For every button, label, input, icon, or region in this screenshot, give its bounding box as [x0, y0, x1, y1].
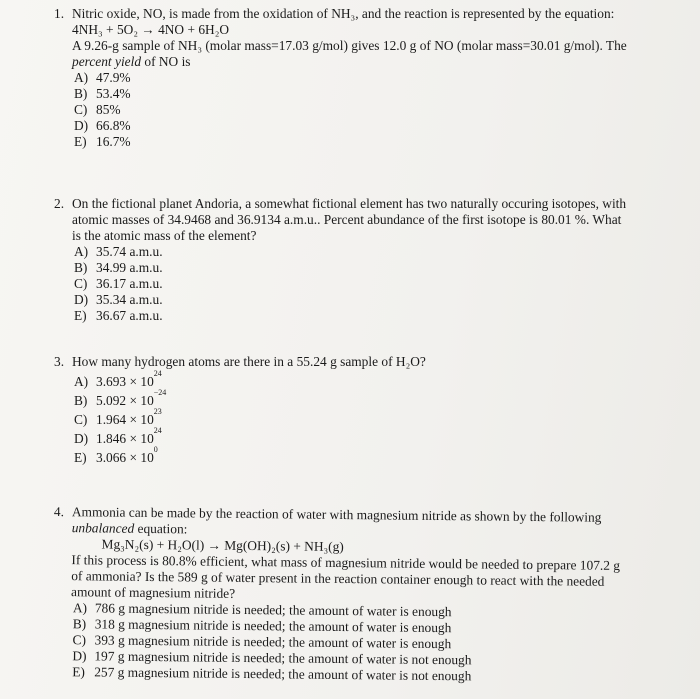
option-exponent: 0 [153, 445, 158, 454]
option-text: 197 g magnesium nitride is needed; the amount of water is not enough [94, 648, 472, 668]
question-text: On the fictional planet Andoria, a somewhat fictional element has two naturally occuring isotopes, with [72, 196, 627, 211]
question-3-options [54, 369, 664, 466]
line-text: of NO is [141, 54, 191, 69]
option-e[interactable] [74, 134, 664, 150]
question-2 [54, 196, 664, 324]
option-letter: C) [74, 102, 88, 117]
question-2-options [54, 244, 664, 324]
option-letter: A) [74, 374, 89, 389]
option-letter: D) [72, 648, 87, 664]
option-b[interactable] [74, 388, 664, 409]
question-number: 3. [54, 354, 65, 369]
option-letter: C) [72, 632, 87, 648]
option-text: 257 g magnesium nitride is needed; the amount of water is not enough [94, 664, 472, 684]
option-letter: C) [74, 276, 88, 291]
option-letter: E) [74, 450, 87, 465]
option-d[interactable] [74, 118, 664, 134]
option-exponent: 24 [153, 369, 162, 378]
question-3-stem [54, 354, 664, 370]
question-4-line-5: amount of magnesium nitride? [71, 584, 236, 601]
question-4-line-4: of ammonia? Is the 589 g of water present in the reaction container enough to react with the needed [71, 568, 605, 589]
option-a[interactable] [74, 244, 664, 260]
question-1-line-3: A 9.26-g sample of NH₃ (molar mass=17.03 g/mol) gives 12.0 g of NO (molar mass=30.01 g/mol). The [72, 38, 627, 53]
option-mantissa: 1.846 × 10 [96, 431, 154, 446]
option-b[interactable] [74, 86, 664, 102]
question-2-stem [54, 196, 664, 212]
option-text: 47.9% [96, 70, 131, 85]
question-text: Nitric oxide, NO, is made from the oxidation of NH₃, and the reaction is represented by the equation: [72, 6, 615, 21]
option-letter: B) [74, 86, 88, 101]
option-text: 53.4% [96, 86, 131, 101]
option-mantissa: 3.693 × 10 [96, 374, 154, 389]
option-letter: B) [74, 393, 88, 408]
option-c[interactable] [74, 102, 664, 118]
option-letter: A) [72, 600, 88, 616]
option-exponent: 23 [153, 407, 162, 416]
question-2-line-3: is the atomic mass of the element? [72, 228, 257, 243]
question-number: 1. [54, 6, 65, 21]
option-letter: B) [72, 616, 87, 632]
option-letter: B) [74, 260, 88, 275]
option-c[interactable] [74, 276, 664, 292]
option-text: 36.67 a.m.u. [96, 308, 163, 323]
question-number: 2. [54, 196, 65, 211]
question-1 [54, 6, 664, 150]
question-text: How many hydrogen atoms are there in a 55.24 g sample of H₂O? [72, 354, 426, 369]
question-1-line-4 [54, 54, 664, 70]
option-letter: D) [74, 431, 89, 446]
line-text: equation: [134, 520, 188, 537]
question-4-equation: Mg₃N₂(s) + H₂O(l) → Mg(OH)₂(s) + NH₃(g) [101, 536, 344, 555]
option-exponent: 24 [153, 426, 162, 435]
option-d[interactable] [74, 426, 664, 447]
option-d[interactable] [74, 292, 664, 308]
question-3 [54, 354, 664, 466]
option-e[interactable] [74, 445, 664, 466]
question-1-options [54, 70, 664, 150]
question-number: 4. [53, 504, 65, 520]
question-2-line-2: atomic masses of 34.9468 and 36.9134 a.m.u.. Percent abundance of the first isotope is 80.01 %. What [72, 212, 622, 227]
option-letter: E) [74, 308, 87, 323]
question-1-equation: 4NH₃ + 5O₂ → 4NO + 6H₂O [72, 22, 230, 37]
option-mantissa: 3.066 × 10 [96, 450, 154, 465]
option-letter: E) [74, 134, 87, 149]
option-text: 35.74 a.m.u. [96, 244, 163, 259]
question-1-stem [54, 6, 664, 22]
option-text: 85% [96, 102, 121, 117]
option-text: 36.17 a.m.u. [96, 276, 163, 291]
question-text: Ammonia can be made by the reaction of water with magnesium nitride as shown by the following [71, 504, 602, 525]
option-text: 66.8% [96, 118, 131, 133]
question-4 [52, 504, 664, 686]
option-letter: D) [74, 118, 89, 133]
italic-term: percent yield [72, 54, 142, 69]
option-mantissa: 1.964 × 10 [96, 412, 154, 427]
option-e[interactable] [74, 308, 664, 324]
option-text: 16.7% [96, 134, 131, 149]
option-text: 34.99 a.m.u. [96, 260, 163, 275]
option-letter: C) [74, 412, 88, 427]
option-c[interactable] [74, 407, 664, 428]
option-letter: A) [74, 244, 89, 259]
italic-term: unbalanced [71, 520, 135, 536]
question-4-options [52, 600, 663, 686]
option-letter: E) [72, 664, 85, 680]
option-letter: A) [74, 70, 89, 85]
option-text: 318 g magnesium nitride is needed; the amount of water is enough [94, 616, 452, 636]
option-mantissa: 5.092 × 10 [96, 393, 154, 408]
question-4-line-3: If this process is 80.8% efficient, what mass of magnesium nitride would be needed to prepare 107.2 g [71, 552, 621, 573]
option-text: 393 g magnesium nitride is needed; the amount of water is enough [94, 632, 452, 652]
option-b[interactable] [74, 260, 664, 276]
option-exponent: −24 [153, 388, 167, 397]
option-letter: D) [74, 292, 89, 307]
option-text: 786 g magnesium nitride is needed; the amount of water is enough [94, 600, 452, 620]
option-text: 35.34 a.m.u. [96, 292, 163, 307]
option-a[interactable] [74, 70, 664, 86]
